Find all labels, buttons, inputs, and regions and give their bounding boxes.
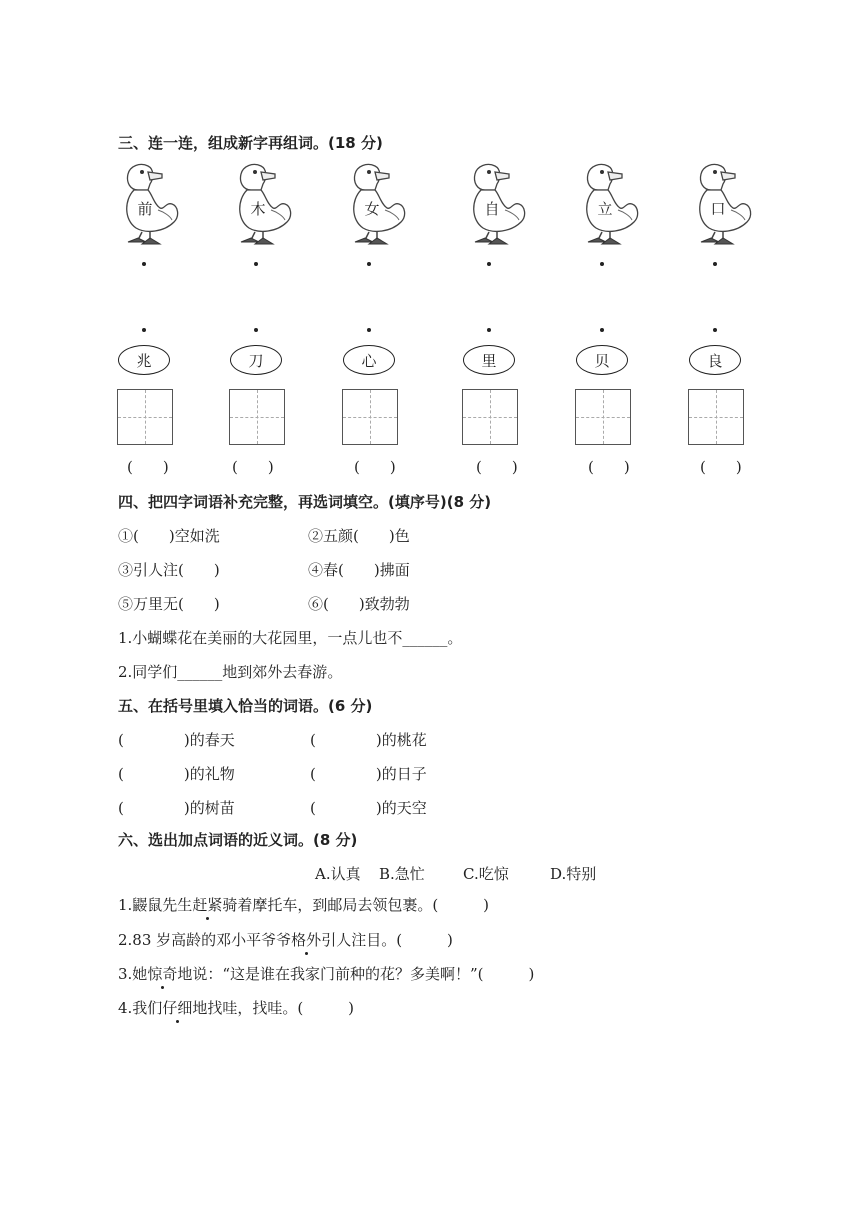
word-answer-paren[interactable]: ( ) xyxy=(588,458,630,476)
match-dot-top[interactable] xyxy=(600,262,604,266)
synonym-question-1 xyxy=(118,894,489,915)
writing-grid-box[interactable] xyxy=(342,389,398,445)
dotted-word: 格外 xyxy=(291,931,322,949)
writing-grid-box[interactable] xyxy=(229,389,285,445)
match-dot-bottom[interactable] xyxy=(254,328,258,332)
question-suffix: 骑着摩托车，到邮局去领包裹。( ) xyxy=(222,896,490,914)
top-char: 女 xyxy=(364,200,380,218)
writing-grid-box[interactable] xyxy=(117,389,173,445)
bottom-char-oval: 兆 xyxy=(118,345,170,375)
option-d: D.特别 xyxy=(550,865,597,883)
bottom-char-oval: 里 xyxy=(463,345,515,375)
synonym-question-2 xyxy=(118,929,453,950)
word-blank-1: ( )的春天 xyxy=(118,731,235,749)
word-answer-paren[interactable]: ( ) xyxy=(232,458,274,476)
match-dot-bottom[interactable] xyxy=(367,328,371,332)
match-dot-top[interactable] xyxy=(487,262,491,266)
top-char: 前 xyxy=(137,200,153,218)
word-blank-3: ( )的礼物 xyxy=(118,765,235,783)
question-prefix: 1.鼹鼠先生 xyxy=(118,896,193,914)
word-blank-6: ( )的天空 xyxy=(310,799,427,817)
match-dot-top[interactable] xyxy=(254,262,258,266)
word-blank-5: ( )的树苗 xyxy=(118,799,235,817)
section-5-title: 五、在括号里填入恰当的词语。(6 分) xyxy=(118,697,373,715)
word-answer-paren[interactable]: ( ) xyxy=(476,458,518,476)
bottom-char-oval: 心 xyxy=(343,345,395,375)
idiom-item-5: ⑤万里无( ) xyxy=(118,595,220,613)
fill-question-1: 1.小蝴蝶花在美丽的大花园里，一点儿也不______。 xyxy=(118,629,463,647)
match-dot-bottom[interactable] xyxy=(487,328,491,332)
top-char: 立 xyxy=(597,200,613,218)
bottom-char-oval: 良 xyxy=(689,345,741,375)
dotted-word: 仔细 xyxy=(162,999,193,1017)
writing-grid-box[interactable] xyxy=(575,389,631,445)
writing-grid-box[interactable] xyxy=(688,389,744,445)
fill-question-2: 2.同学们______地到郊外去春游。 xyxy=(118,663,343,681)
section-3-title: 三、连一连，组成新字再组词。(18 分) xyxy=(118,134,383,152)
synonym-question-4 xyxy=(118,997,354,1018)
match-dot-top[interactable] xyxy=(142,262,146,266)
bottom-char-oval: 贝 xyxy=(576,345,628,375)
question-suffix: 地找哇，找哇。( ) xyxy=(192,999,355,1017)
question-prefix: 2.83 岁高龄的邓小平爷爷 xyxy=(118,931,292,949)
idiom-item-1: ①( )空如洗 xyxy=(118,527,220,545)
top-char: 口 xyxy=(710,200,726,218)
word-blank-2: ( )的桃花 xyxy=(310,731,427,749)
section-4-title: 四、把四字词语补充完整，再选词填空。(填序号)(8 分) xyxy=(118,493,492,511)
match-dot-bottom[interactable] xyxy=(142,328,146,332)
idiom-item-4: ④春( )拂面 xyxy=(308,561,410,579)
duck-card xyxy=(347,160,411,246)
word-answer-paren[interactable]: ( ) xyxy=(127,458,169,476)
idiom-item-6: ⑥( )致勃勃 xyxy=(308,595,410,613)
top-char: 自 xyxy=(484,200,500,218)
synonym-question-3 xyxy=(118,963,534,984)
writing-grid-box[interactable] xyxy=(462,389,518,445)
duck-card xyxy=(467,160,531,246)
dotted-word: 惊奇 xyxy=(147,965,178,983)
match-dot-top[interactable] xyxy=(713,262,717,266)
idiom-item-2: ②五颜( )色 xyxy=(308,527,410,545)
option-b: B.急忙 xyxy=(379,865,425,883)
question-suffix: 引人注目。( ) xyxy=(321,931,453,949)
option-c: C.吃惊 xyxy=(463,865,509,883)
match-dot-bottom[interactable] xyxy=(600,328,604,332)
question-suffix: 地说：“这是谁在我家门前种的花？多美啊！”( ) xyxy=(177,965,535,983)
word-blank-4: ( )的日子 xyxy=(310,765,427,783)
duck-card xyxy=(233,160,297,246)
match-dot-bottom[interactable] xyxy=(713,328,717,332)
section-6-title: 六、选出加点词语的近义词。(8 分) xyxy=(118,831,358,849)
bottom-char-oval: 刀 xyxy=(230,345,282,375)
duck-card xyxy=(120,160,184,246)
dotted-word: 赶紧 xyxy=(192,896,223,914)
word-answer-paren[interactable]: ( ) xyxy=(354,458,396,476)
word-answer-paren[interactable]: ( ) xyxy=(700,458,742,476)
match-dot-top[interactable] xyxy=(367,262,371,266)
idiom-item-3: ③引人注( ) xyxy=(118,561,220,579)
duck-card xyxy=(580,160,644,246)
question-prefix: 4.我们 xyxy=(118,999,163,1017)
top-char: 木 xyxy=(250,200,266,218)
question-prefix: 3.她 xyxy=(118,965,148,983)
option-a: A.认真 xyxy=(315,865,361,883)
duck-card xyxy=(693,160,757,246)
